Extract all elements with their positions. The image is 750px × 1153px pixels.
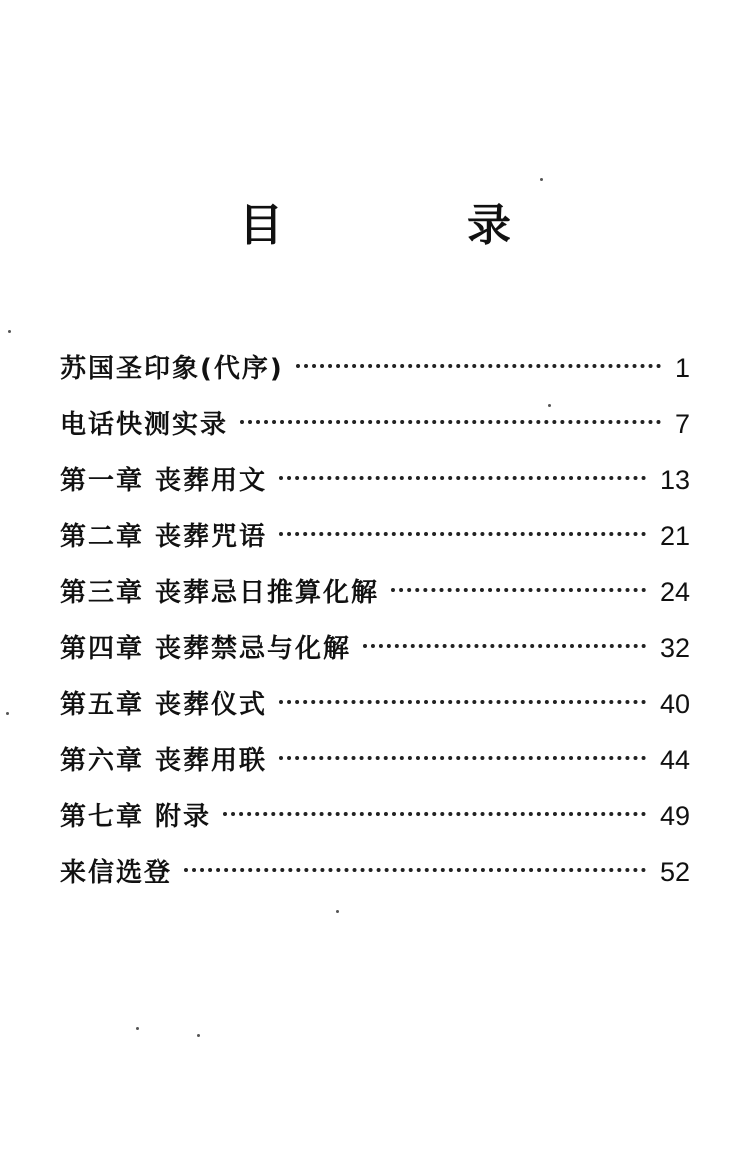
page-title: 目 录: [239, 200, 581, 251]
toc-entry-title: 第七章 附录: [60, 802, 212, 832]
dot-leader: [363, 644, 646, 648]
toc-entry-title: 来信选登: [60, 858, 173, 888]
toc-entry-page: 40: [659, 689, 690, 719]
dot-leader: [391, 588, 646, 592]
toc-entry-page: 13: [659, 465, 690, 495]
dot-leader: [279, 476, 646, 480]
toc-entry-page: 49: [659, 801, 690, 831]
dot-leader: [279, 532, 646, 536]
toc-entry-title: 苏国圣印象(代序): [60, 354, 284, 384]
scan-speck: [540, 178, 543, 181]
toc-entry-title: 第一章 丧葬用文: [60, 466, 268, 496]
dot-leader: [184, 868, 646, 872]
toc-entry: [60, 508, 690, 564]
toc-entry-page: 1: [674, 353, 690, 383]
scan-speck: [548, 404, 551, 407]
toc-entry: [60, 732, 690, 788]
table-of-contents: [60, 340, 690, 900]
toc-entry: [60, 340, 690, 396]
toc-entry-page: 32: [659, 633, 690, 663]
toc-entry: [60, 844, 690, 900]
dot-leader: [279, 700, 646, 704]
toc-entry-title: 电话快测实录: [60, 410, 229, 440]
toc-entry: [60, 452, 690, 508]
dot-leader: [223, 812, 646, 816]
toc-entry-title: 第六章 丧葬用联: [60, 746, 268, 776]
scan-speck: [6, 712, 9, 715]
toc-entry: [60, 788, 690, 844]
toc-entry-title: 第四章 丧葬禁忌与化解: [60, 634, 352, 664]
toc-entry: [60, 396, 690, 452]
toc-entry-title: 第二章 丧葬咒语: [60, 522, 268, 552]
dot-leader: [240, 420, 661, 424]
toc-entry-page: 7: [674, 409, 690, 439]
toc-entry: [60, 564, 690, 620]
scan-speck: [336, 910, 339, 913]
toc-entry: [60, 620, 690, 676]
scan-speck: [136, 1027, 139, 1030]
toc-entry-page: 52: [659, 857, 690, 887]
scan-speck: [8, 330, 11, 333]
toc-entry-page: 21: [659, 521, 690, 551]
toc-entry-page: 44: [659, 745, 690, 775]
toc-entry-title: 第三章 丧葬忌日推算化解: [60, 578, 380, 608]
dot-leader: [296, 364, 661, 368]
dot-leader: [279, 756, 646, 760]
toc-entry-title: 第五章 丧葬仪式: [60, 690, 268, 720]
toc-entry: [60, 676, 690, 732]
scan-speck: [197, 1034, 200, 1037]
toc-entry-page: 24: [659, 577, 690, 607]
